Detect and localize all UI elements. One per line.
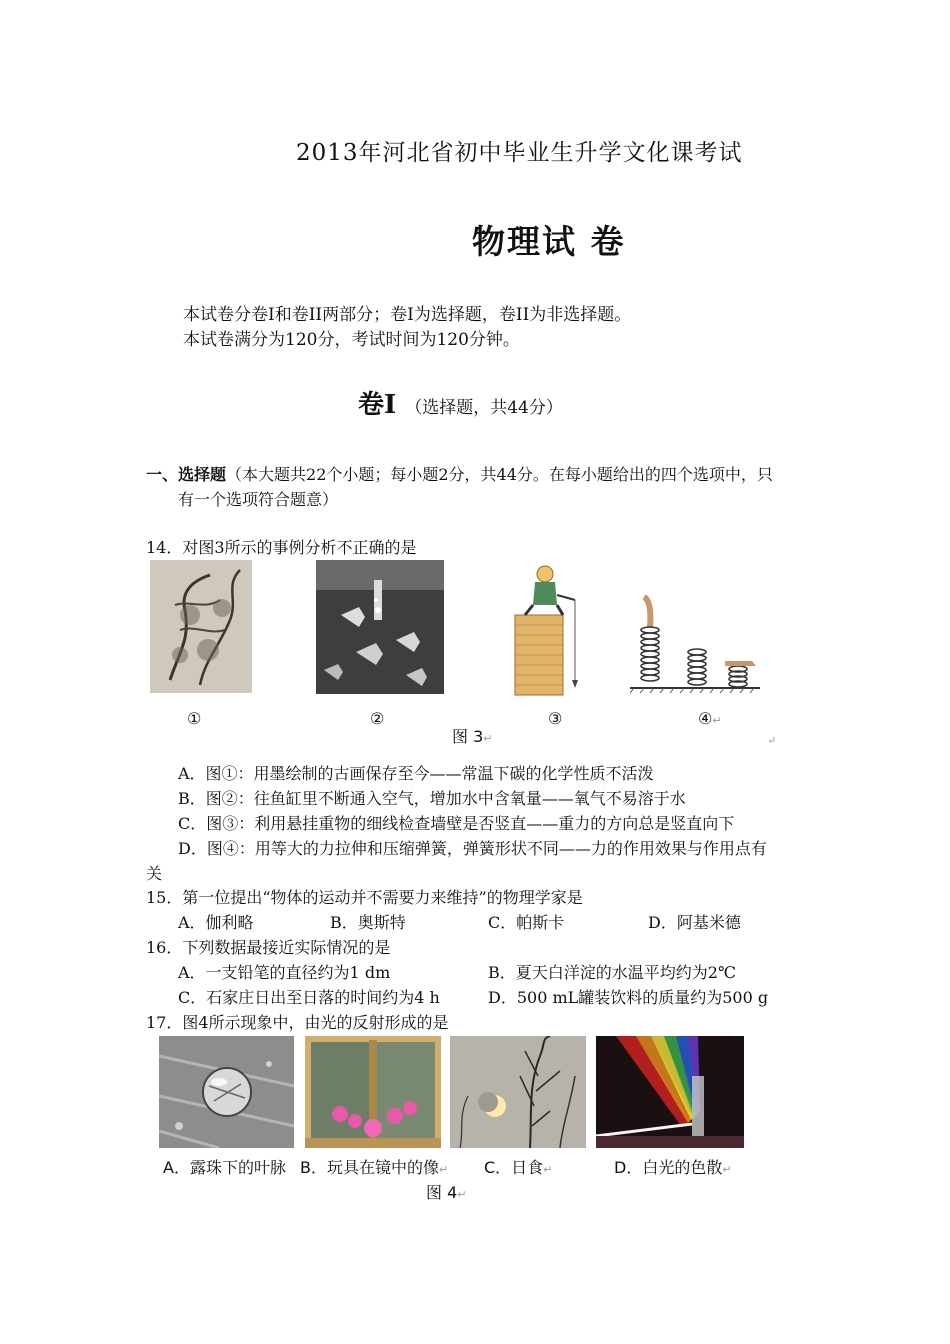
fig3-label-3: ③: [548, 709, 563, 728]
q14-option-b: B．图②：往鱼缸里不断通入空气，增加水中含氧量——氧气不易溶于水: [178, 789, 686, 808]
intro-line-1: 本试卷分卷I和卷II两部分；卷I为选择题，卷II为非选择题。: [183, 305, 632, 325]
fig4-caption: 图 4↵: [426, 1183, 467, 1202]
fig4-label-c: C．日食↵: [484, 1158, 553, 1177]
q14-stem: 14．对图3所示的事例分析不正确的是: [146, 538, 417, 557]
q15-option-b: B．奥斯特: [330, 913, 406, 932]
q16-option-d: D．500 mL罐装饮料的质量约为500 g: [488, 988, 769, 1007]
fig4-dispersion-image: [596, 1036, 744, 1148]
q15-option-d: D．阿基米德: [648, 913, 741, 932]
part1-line-2: 有一个选项符合题意）: [178, 490, 339, 509]
fig3-label-1: ①: [187, 709, 202, 728]
exam-title: 2013年河北省初中毕业生升学文化课考试: [296, 140, 743, 166]
q14-option-a: A．图①：用墨绘制的古画保存至今——常温下碳的化学性质不活泼: [178, 764, 654, 783]
section-heading: [358, 384, 563, 421]
section-title: 卷Ⅰ: [358, 390, 397, 420]
fig3-springs-image: [630, 595, 760, 693]
q15-option-c: C．帕斯卡: [488, 913, 565, 932]
q14-option-d: D．图④：用等大的力拉伸和压缩弹簧，弹簧形状不同——力的作用效果与作用点有: [178, 839, 767, 858]
fig3-wall-plumb-image: [505, 560, 581, 696]
part1-label: 一、选择题: [146, 465, 227, 484]
fig4-label-d: D．白光的色散↵: [614, 1158, 732, 1177]
fig3-label-2: ②: [370, 709, 385, 728]
fig4-eclipse-image: [450, 1036, 586, 1148]
q17-stem: 17．图4所示现象中，由光的反射形成的是: [146, 1013, 449, 1032]
fig3-painting-image: [150, 560, 252, 693]
q16-option-b: B．夏天白洋淀的水温平均约为2℃: [488, 963, 736, 982]
q15-option-a: A．伽利略: [178, 913, 254, 932]
q16-stem: 16．下列数据最接近实际情况的是: [146, 938, 391, 957]
part1-line-1: [146, 462, 773, 485]
q14-option-d-cont: 关: [146, 864, 163, 883]
section-note: （选择题，共44分）: [405, 398, 563, 418]
exam-subtitle: 物理试 卷: [472, 222, 626, 261]
paragraph-mark-icon: ↵: [767, 734, 777, 747]
fig3-caption: 图 3↵: [452, 727, 493, 746]
fig3-fishtank-image: [316, 560, 444, 694]
fig4-label-a: A．露珠下的叶脉: [163, 1158, 286, 1177]
part1-desc: （本大题共22个小题；每小题2分，共44分。在每小题给出的四个选项中，只: [226, 465, 773, 484]
fig3-label-4: ④↵: [698, 709, 722, 728]
fig4-label-b: B．玩具在镜中的像↵: [300, 1158, 449, 1177]
q14-option-c: C．图③：利用悬挂重物的细线检查墙壁是否竖直——重力的方向总是竖直向下: [178, 814, 735, 833]
q16-option-a: A．一支铅笔的直径约为1 dm: [178, 963, 391, 982]
fig4-mirror-image: [305, 1036, 441, 1148]
intro-line-2: 本试卷满分为120分，考试时间为120分钟。: [183, 330, 520, 350]
q15-stem: 15．第一位提出“物体的运动并不需要力来维持”的物理学家是: [146, 888, 583, 907]
fig4-dewdrop-image: [159, 1036, 294, 1148]
q16-option-c: C．石家庄日出至日落的时间约为4 h: [178, 988, 440, 1007]
